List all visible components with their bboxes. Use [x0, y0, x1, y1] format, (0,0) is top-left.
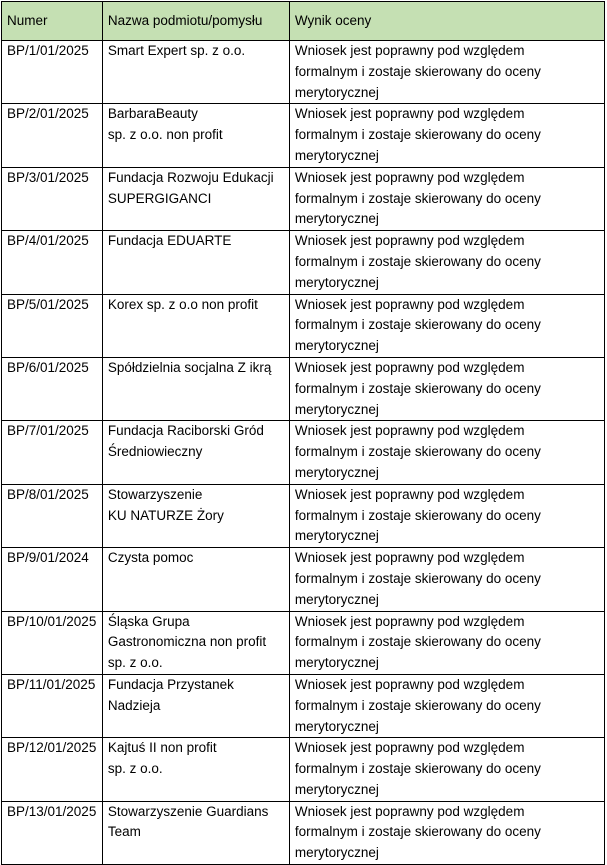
- nazwa-line: Śląska Grupa: [107, 613, 190, 629]
- cell-nazwa: [102, 611, 289, 674]
- wynik-line: formalnym i zostaje skierowany do oceny: [294, 317, 541, 333]
- cell-numer: BP/7/01/2025: [2, 421, 103, 484]
- wynik-line: merytorycznej: [294, 528, 379, 544]
- cell-nazwa: [102, 41, 289, 104]
- wynik-line: formalnym i zostaje skierowany do oceny: [294, 507, 541, 523]
- nazwa-line: Fundacja Rozwoju Edukacji: [107, 169, 274, 185]
- wynik-line: formalnym i zostaje skierowany do oceny: [294, 63, 541, 79]
- wynik-line: merytorycznej: [294, 211, 379, 227]
- nazwa-line: KU NATURZE Żory: [107, 507, 224, 523]
- cell-nazwa: [102, 294, 289, 357]
- cell-wynik: [289, 167, 604, 230]
- nazwa-line: Fundacja EDUARTE: [107, 233, 232, 249]
- cell-numer: BP/2/01/2025: [2, 104, 103, 167]
- wynik-line: formalnym i zostaje skierowany do oceny: [294, 697, 541, 713]
- table-row: [2, 738, 605, 801]
- wynik-line: merytorycznej: [294, 84, 379, 100]
- cell-numer: BP/5/01/2025: [2, 294, 103, 357]
- wynik-line: Wniosek jest poprawny pod względem: [294, 676, 525, 692]
- table-row: [2, 294, 605, 357]
- wynik-line: formalnym i zostaje skierowany do oceny: [294, 824, 541, 840]
- cell-numer: BP/13/01/2025: [2, 801, 103, 864]
- nazwa-line: SUPERGIGANCI: [107, 190, 212, 206]
- wynik-line: merytorycznej: [294, 147, 379, 163]
- cell-wynik: [289, 357, 604, 420]
- cell-wynik: [289, 801, 604, 864]
- wynik-line: merytorycznej: [294, 718, 379, 734]
- nazwa-line: Smart Expert sp. z o.o.: [107, 43, 246, 58]
- wynik-line: merytorycznej: [294, 338, 379, 354]
- cell-wynik: [289, 611, 604, 674]
- nazwa-line: sp. z o.o.: [107, 655, 163, 671]
- cell-wynik: [289, 484, 604, 547]
- wynik-line: Wniosek jest poprawny pod względem: [294, 486, 525, 502]
- wynik-line: Wniosek jest poprawny pod względem: [294, 233, 525, 249]
- wynik-line: merytorycznej: [294, 591, 379, 607]
- nazwa-line: Fundacja Przystanek: [107, 676, 234, 692]
- wynik-line: Wniosek jest poprawny pod względem: [294, 296, 525, 312]
- wynik-line: formalnym i zostaje skierowany do oceny: [294, 634, 541, 650]
- wynik-line: Wniosek jest poprawny pod względem: [294, 423, 525, 439]
- table-row: [2, 231, 605, 294]
- header-numer: Numer: [2, 2, 103, 41]
- nazwa-line: Gastronomiczna non profit: [107, 634, 267, 650]
- wynik-line: merytorycznej: [294, 274, 379, 290]
- cell-numer: BP/3/01/2025: [2, 167, 103, 230]
- table-row: [2, 611, 605, 674]
- wynik-line: Wniosek jest poprawny pod względem: [294, 803, 525, 819]
- nazwa-line: Korex sp. z o.o non profit: [107, 296, 258, 312]
- wynik-line: Wniosek jest poprawny pod względem: [294, 740, 525, 756]
- wynik-line: Wniosek jest poprawny pod względem: [294, 550, 525, 566]
- cell-nazwa: [102, 357, 289, 420]
- cell-nazwa: [102, 231, 289, 294]
- cell-nazwa: [102, 548, 289, 611]
- table-row: [2, 484, 605, 547]
- wynik-line: formalnym i zostaje skierowany do oceny: [294, 127, 541, 143]
- wynik-line: merytorycznej: [294, 781, 379, 797]
- table-row: [2, 548, 605, 611]
- wynik-line: Wniosek jest poprawny pod względem: [294, 613, 525, 629]
- header-wynik: Wynik oceny: [289, 2, 604, 41]
- table-body: [2, 41, 605, 865]
- wynik-line: formalnym i zostaje skierowany do oceny: [294, 190, 541, 206]
- nazwa-line: Spółdzielnia socjalna Z ikrą: [107, 359, 272, 375]
- cell-nazwa: [102, 738, 289, 801]
- table-row: [2, 801, 605, 864]
- cell-nazwa: [102, 674, 289, 737]
- wynik-line: Wniosek jest poprawny pod względem: [294, 43, 525, 58]
- cell-numer: BP/10/01/2025: [2, 611, 103, 674]
- cell-wynik: [289, 421, 604, 484]
- wynik-line: merytorycznej: [294, 845, 379, 861]
- cell-wynik: [289, 674, 604, 737]
- cell-nazwa: [102, 104, 289, 167]
- cell-wynik: [289, 738, 604, 801]
- nazwa-line: Stowarzyszenie Guardians: [107, 803, 269, 819]
- wynik-line: Wniosek jest poprawny pod względem: [294, 359, 525, 375]
- cell-numer: BP/4/01/2025: [2, 231, 103, 294]
- cell-numer: BP/8/01/2025: [2, 484, 103, 547]
- wynik-line: Wniosek jest poprawny pod względem: [294, 106, 525, 122]
- wynik-line: merytorycznej: [294, 401, 379, 417]
- table-row: [2, 104, 605, 167]
- header-nazwa: Nazwa podmiotu/pomysłu: [102, 2, 289, 41]
- cell-wynik: [289, 104, 604, 167]
- wynik-line: merytorycznej: [294, 655, 379, 671]
- cell-nazwa: [102, 484, 289, 547]
- cell-wynik: [289, 294, 604, 357]
- table-row: [2, 167, 605, 230]
- header-row: [2, 2, 605, 41]
- cell-wynik: [289, 231, 604, 294]
- nazwa-line: sp. z o.o.: [107, 761, 163, 777]
- table-row: [2, 357, 605, 420]
- cell-nazwa: [102, 421, 289, 484]
- cell-nazwa: [102, 167, 289, 230]
- nazwa-line: Team: [107, 824, 141, 840]
- wynik-line: Wniosek jest poprawny pod względem: [294, 169, 525, 185]
- cell-wynik: [289, 41, 604, 104]
- nazwa-line: BarbaraBeauty: [107, 106, 198, 122]
- nazwa-line: sp. z o.o. non profit: [107, 127, 223, 143]
- cell-numer: BP/11/01/2025: [2, 674, 103, 737]
- wynik-line: formalnym i zostaje skierowany do oceny: [294, 253, 541, 269]
- nazwa-line: Czysta pomoc: [107, 550, 194, 566]
- cell-numer: BP/9/01/2024: [2, 548, 103, 611]
- wynik-line: formalnym i zostaje skierowany do oceny: [294, 380, 541, 396]
- nazwa-line: Średniowieczny: [107, 444, 203, 460]
- nazwa-line: Fundacja Raciborski Gród: [107, 423, 264, 439]
- table-row: [2, 674, 605, 737]
- nazwa-line: Nadzieja: [107, 697, 161, 713]
- nazwa-line: Kajtuś II non profit: [107, 740, 217, 756]
- wynik-line: formalnym i zostaje skierowany do oceny: [294, 570, 541, 586]
- wynik-line: formalnym i zostaje skierowany do oceny: [294, 444, 541, 460]
- wynik-line: formalnym i zostaje skierowany do oceny: [294, 761, 541, 777]
- nazwa-line: Stowarzyszenie: [107, 486, 203, 502]
- results-table: [1, 1, 605, 865]
- table-row: [2, 41, 605, 104]
- cell-numer: BP/6/01/2025: [2, 357, 103, 420]
- wynik-line: merytorycznej: [294, 464, 379, 480]
- cell-numer: BP/12/01/2025: [2, 738, 103, 801]
- cell-numer: BP/1/01/2025: [2, 41, 103, 104]
- cell-wynik: [289, 548, 604, 611]
- cell-nazwa: [102, 801, 289, 864]
- table-row: [2, 421, 605, 484]
